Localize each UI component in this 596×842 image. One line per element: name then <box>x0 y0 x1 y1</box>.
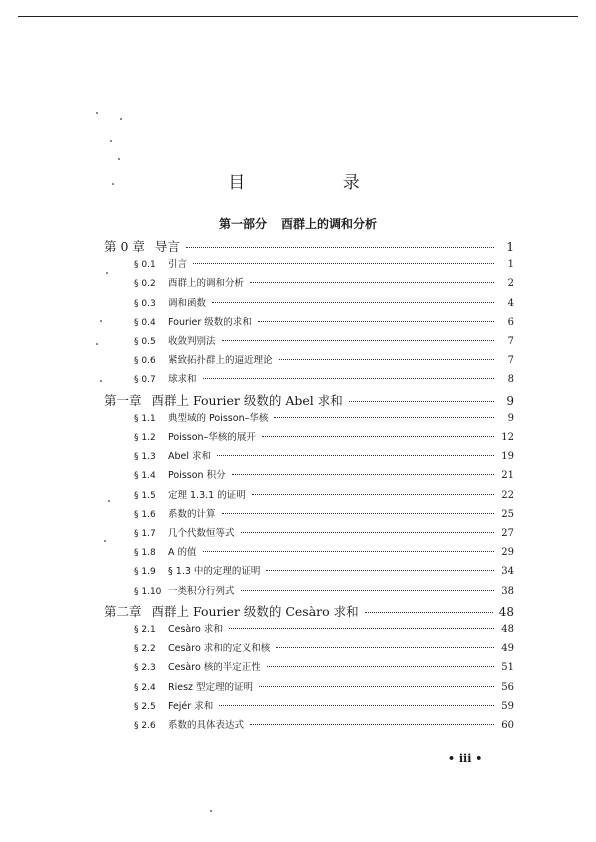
toc-entry-page: 29 <box>501 547 514 559</box>
toc-section-entry[interactable] <box>134 371 514 385</box>
toc-entry-number: § 0.1 <box>134 260 156 271</box>
toc-section-entry[interactable] <box>134 275 514 289</box>
toc-entry-page: 38 <box>501 585 514 597</box>
toc-entry-page: 4 <box>507 297 514 309</box>
dot-leader <box>276 647 494 648</box>
toc-entry-page: 6 <box>507 316 514 328</box>
toc-entry-title: Cesàro 核的半定正性 <box>168 662 261 674</box>
toc-entry-title: 酉群上 Fourier 级数的 Cesàro 求和 <box>151 603 359 619</box>
dot-leader <box>222 340 494 341</box>
toc-entry-title: Abel 求和 <box>168 451 212 463</box>
toc-entry-title: 引言 <box>168 259 188 271</box>
dot-leader <box>203 378 494 379</box>
dot-leader <box>266 570 494 571</box>
toc-entry-number: § 0.6 <box>134 356 156 367</box>
toc-entry-title: 调和函数 <box>168 297 207 309</box>
toc-section-entry[interactable] <box>134 352 514 366</box>
toc-section-entry[interactable] <box>134 640 514 654</box>
toc-entry-page: 7 <box>507 336 514 347</box>
toc-chapter-entry[interactable] <box>104 602 514 620</box>
toc-entry-page: 12 <box>501 432 514 443</box>
dot-leader <box>258 321 494 322</box>
toc-entry-page: 22 <box>501 489 514 501</box>
toc-entry-page: 2 <box>507 278 514 290</box>
toc-entry-number: § 1.4 <box>134 471 156 482</box>
toc-entry-title: 一类积分行列式 <box>168 585 235 597</box>
dot-leader <box>274 417 494 418</box>
dot-leader <box>241 590 494 591</box>
toc-section-entry[interactable] <box>134 525 514 539</box>
toc-entry-number: § 1.5 <box>134 490 156 501</box>
toc-section-entry[interactable] <box>134 429 514 443</box>
toc-section-entry[interactable] <box>134 333 514 347</box>
toc-section-entry[interactable] <box>134 295 514 309</box>
toc-entry-number: § 2.3 <box>134 663 156 674</box>
toc-entry-page: 1 <box>507 259 514 271</box>
toc-entry-number: § 1.7 <box>134 529 156 539</box>
dot-leader <box>232 474 494 475</box>
toc-entry-title: Cesàro 求和 <box>168 624 223 635</box>
toc-entry-number: § 2.2 <box>134 644 156 655</box>
toc-section-entry[interactable] <box>134 410 514 424</box>
dot-leader <box>222 513 494 514</box>
dot-leader <box>259 686 494 687</box>
toc-entry-title: 球求和 <box>168 374 197 386</box>
toc-entry-page: 27 <box>501 528 514 539</box>
dot-leader <box>186 247 494 248</box>
toc-chapter-entry[interactable] <box>104 237 514 255</box>
toc-entry-page: 59 <box>501 700 514 712</box>
dot-leader <box>229 628 494 629</box>
toc-entry-number: § 1.9 <box>134 567 156 578</box>
page-title: 目 录 <box>228 173 406 193</box>
dot-leader <box>262 436 494 437</box>
toc-entry-page: 48 <box>498 604 514 619</box>
toc-entry-number: § 1.1 <box>134 413 156 424</box>
page-number-footer: • iii • <box>448 752 483 765</box>
toc-entry-number: 第一章 <box>104 392 142 408</box>
toc-section-entry[interactable] <box>134 487 514 501</box>
dot-leader <box>279 359 494 360</box>
toc-entry-number: § 2.6 <box>134 721 156 731</box>
toc-entry-page: 49 <box>501 643 514 655</box>
toc-entry-page: 51 <box>501 662 514 674</box>
toc-entry-number: § 0.7 <box>134 375 156 386</box>
toc-entry-title: 紧致拓扑群上的逼近理论 <box>168 355 273 367</box>
toc-entry-number: § 2.1 <box>134 625 156 635</box>
toc-entry-title: Fourier 级数的求和 <box>168 316 252 328</box>
dot-leader <box>193 263 494 264</box>
toc-entry-title: 导言 <box>154 239 180 254</box>
toc-chapter-entry[interactable] <box>104 391 514 409</box>
part-title: 酉群上的调和分析 <box>281 217 378 231</box>
toc-entry-number: 第 0 章 <box>104 239 145 254</box>
toc-entry-page: 19 <box>501 451 514 463</box>
toc-section-entry[interactable] <box>134 467 514 481</box>
toc-section-entry[interactable] <box>134 621 514 635</box>
toc-entry-page: 7 <box>507 355 514 367</box>
toc-entry-title: 收敛判别法 <box>168 336 216 347</box>
toc-section-entry[interactable] <box>134 717 514 731</box>
toc-entry-title: 酉群上 Fourier 级数的 Abel 求和 <box>151 392 343 408</box>
toc-entry-page: 48 <box>501 624 514 635</box>
toc-entry-page: 56 <box>501 681 514 693</box>
dot-leader <box>250 282 494 283</box>
toc-entry-number: § 0.3 <box>134 298 156 309</box>
toc-entry-title: A 的值 <box>168 547 197 559</box>
dot-leader <box>219 705 494 706</box>
dot-leader <box>349 401 494 402</box>
toc-entry-title: 系数的具体表达式 <box>168 720 245 731</box>
toc-entry-page: 8 <box>507 374 514 386</box>
toc-entry-title: 系数的计算 <box>168 508 216 520</box>
dot-leader <box>250 724 494 725</box>
toc-entry-page: 9 <box>506 393 514 408</box>
toc-entry-page: 21 <box>501 470 514 482</box>
toc-entry-number: § 1.3 <box>134 452 156 463</box>
toc-entry-number: § 2.4 <box>134 682 156 693</box>
toc-section-entry[interactable] <box>134 256 514 270</box>
part-label: 第一部分 <box>218 217 267 231</box>
toc-entry-number: 第二章 <box>104 603 142 619</box>
toc-entry-title: Cesàro 求和的定义和核 <box>168 643 271 655</box>
toc-entry-number: § 2.5 <box>134 701 156 712</box>
toc-entry-number: § 1.10 <box>134 586 162 597</box>
dot-leader <box>212 302 494 303</box>
toc-entry-number: § 1.8 <box>134 548 156 559</box>
toc-section-entry[interactable] <box>134 544 514 558</box>
dot-leader <box>203 551 494 552</box>
toc-entry-title: 定理 1.3.1 的证明 <box>168 489 246 501</box>
toc-entry-title: 典型域的 Poisson–华核 <box>168 412 269 424</box>
toc-entry-page: 34 <box>501 566 514 578</box>
dot-leader <box>267 666 494 667</box>
dot-leader <box>252 494 494 495</box>
toc-section-entry[interactable] <box>134 448 514 462</box>
toc-entry-title: 几个代数恒等式 <box>168 528 235 539</box>
toc-entry-page: 25 <box>501 508 514 520</box>
toc-entry-number: § 0.2 <box>134 279 156 290</box>
toc-section-entry[interactable] <box>134 583 514 597</box>
toc-entry-title: Fejér 求和 <box>168 700 214 712</box>
toc-section-entry[interactable] <box>134 659 514 673</box>
dot-leader <box>241 532 494 533</box>
toc-section-entry[interactable] <box>134 563 514 577</box>
dot-leader <box>365 612 493 613</box>
toc-section-entry[interactable] <box>134 679 514 693</box>
toc-entry-title: Riesz 型定理的证明 <box>168 681 254 693</box>
toc-entry-title: Poisson 积分 <box>168 470 226 482</box>
toc-entry-number: § 0.5 <box>134 337 156 347</box>
toc-entry-title: § 1.3 中的定理的证明 <box>168 566 261 578</box>
toc-entry-page: 9 <box>507 412 514 424</box>
toc-section-entry[interactable] <box>134 698 514 712</box>
toc-entry-number: § 1.6 <box>134 509 156 520</box>
toc-section-entry[interactable] <box>134 506 514 520</box>
dot-leader <box>217 455 494 456</box>
toc-entry-page: 60 <box>501 720 514 731</box>
toc-entry-title: Poisson–华核的展开 <box>168 432 256 443</box>
toc-entry-page: 1 <box>506 240 514 254</box>
toc-section-entry[interactable] <box>134 314 514 328</box>
toc-entry-title: 酉群上的调和分析 <box>168 278 245 290</box>
toc-entry-number: § 0.4 <box>134 317 156 328</box>
toc-entry-number: § 1.2 <box>134 433 156 443</box>
